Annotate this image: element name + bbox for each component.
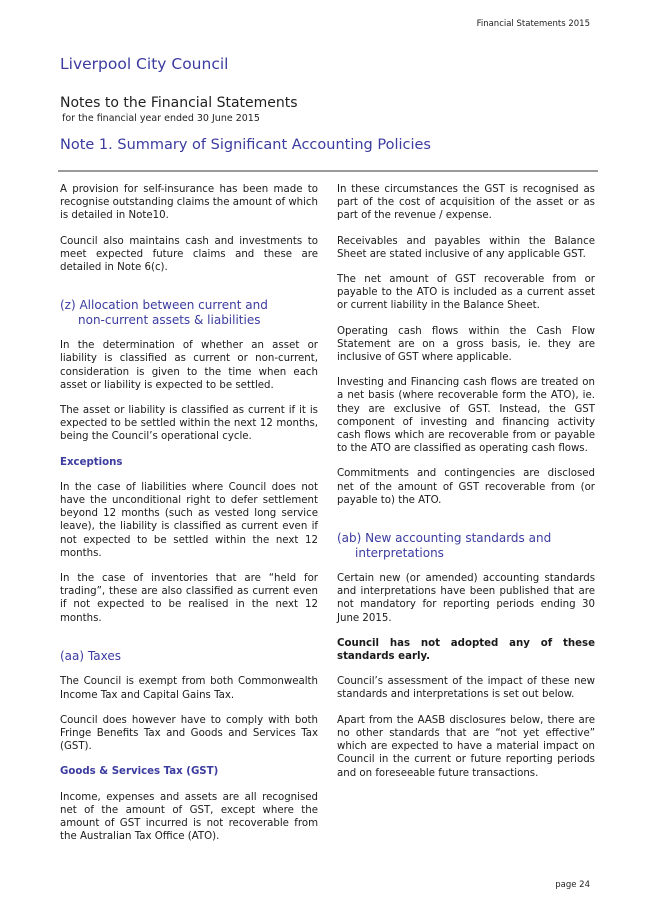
paragraph: Commitments and contingencies are disclosed net of the amount of GST recoverable from (or payable to) the ATO. [337,468,595,506]
paragraph-bold: Council has not adopted any of these standards early. [337,637,595,663]
section-heading-line: interpretations [355,545,444,560]
section-heading-line: (z) Allocation between current and [60,298,268,313]
paragraph: Apart from the AASB disclosures below, there are no other standards that are “not yet effective” which are expected to have a material impact on Council in the current or future reporting periods and on foreseeable future transactions. [337,714,595,779]
paragraph: In these circumstances the GST is recognised as part of the cost of acquisition of the asset or as part of the revenue / expense. [337,184,595,222]
paragraph: The asset or liability is classified as current if it is expected to be settled within the next 12 months, being the Council’s operational cycle. [60,405,318,443]
subheading-gst: Goods & Services Tax (GST) [60,766,219,778]
paragraph: Certain new (or amended) accounting standards and interpretations have been published that are not mandatory for reporting periods ending 30 June 2015. [337,573,595,624]
page-subtitle: for the financial year ended 30 June 2015 [62,113,260,124]
section-heading-line: non-current assets & liabilities [78,312,261,327]
paragraph: Council does however have to comply with both Fringe Benefits Tax and Goods and Services Tax (GST). [60,714,318,753]
paragraph: In the determination of whether an asset or liability is classified as current or non-current, consideration is given to the time when each asset or liability is expected to be settled. [60,340,318,391]
note-heading: Note 1. Summary of Significant Accounting Policies [60,137,431,153]
page-title: Notes to the Financial Statements [60,95,298,111]
paragraph: Council’s assessment of the impact of these new standards and interpretations is set out below. [337,676,595,701]
section-heading-line: (ab) New accounting standards and [337,531,552,546]
council-name: Liverpool City Council [60,55,229,73]
section-heading-aa: (aa) Taxes [60,648,121,663]
paragraph: Receivables and payables within the Balance Sheet are stated inclusive of any applicable GST. [337,235,595,260]
left-column [60,183,318,855]
subheading-exceptions: Exceptions [60,456,123,468]
paragraph: The net amount of GST recoverable from or payable to the ATO is included as a current asset or current liability in the Balance Sheet. [337,274,595,312]
paragraph: Income, expenses and assets are all recognised net of the amount of GST, except where the amount of GST incurred is not recoverable from the Australian Tax Office (ATO). [60,791,318,843]
section-heading-ab [337,531,595,560]
paragraph: Council also maintains cash and investments to meet expected future claims and these are detailed in Note 6(c). [60,235,318,274]
right-column [337,183,595,792]
document-label: Financial Statements 2015 [476,19,590,29]
paragraph: The Council is exempt from both Commonwealth Income Tax and Capital Gains Tax. [60,676,318,701]
paragraph: A provision for self-insurance has been made to recognise outstanding claims the amount of which is detailed in Note10. [60,184,318,222]
paragraph: Operating cash flows within the Cash Flow Statement are on a gross basis, ie. they are inclusive of GST where applicable. [337,325,595,364]
paragraph: In the case of inventories that are “held for trading”, these are also classified as current even if not expected to be realised in the next 12 months. [60,573,318,624]
paragraph: In the case of liabilities where Council does not have the unconditional right to defer settlement beyond 12 months (such as vested long service leave), the liability is classified as current even if not expected to be settled within the next 12 months. [60,481,318,559]
page-number: page 24 [555,880,590,890]
divider [58,170,598,172]
paragraph: Investing and Financing cash flows are treated on a net basis (where recoverable form the ATO), ie. they are exclusive of GST. Instead, the GST component of investing and financing activity cash flows which are recoverable from or payable to the ATO are classified as operating cash flows. [337,377,595,455]
section-heading-z [60,298,318,327]
